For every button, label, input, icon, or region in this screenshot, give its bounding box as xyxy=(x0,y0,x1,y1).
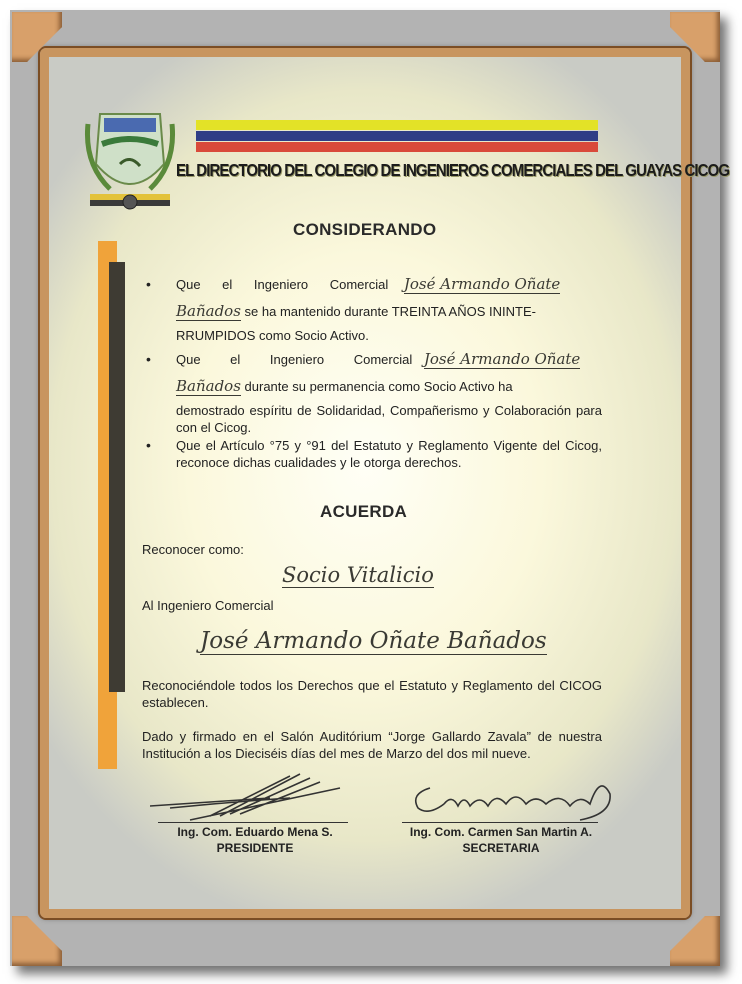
bullet-1-name-part-1: José Armando Oñate xyxy=(403,275,561,293)
bullet-2-line-1 xyxy=(176,351,602,368)
crest-icon xyxy=(80,104,180,214)
bullet-2-text-2: demostrado espíritu de Solidaridad, Compañerismo y Colaboración para con el Cicog. xyxy=(176,403,602,435)
right-signature-line xyxy=(402,822,598,823)
honor-title-wrap xyxy=(282,563,434,587)
al-ingeniero-text: Al Ingeniero Comercial xyxy=(142,598,274,613)
institution-title: EL DIRECTORIO DEL COLEGIO DE INGENIEROS COMERCIALES DEL GUAYAS CICOG xyxy=(176,160,730,180)
full-name-wrap xyxy=(200,628,547,654)
bullet-1-marker: • xyxy=(146,276,151,292)
considerando-heading: CONSIDERANDO xyxy=(293,220,437,239)
bullet-1-text-1: se ha mantenido durante TREINTA AÑOS ININTE- xyxy=(244,304,536,319)
bullet-1-text-2: RRUMPIDOS como Socio Activo. xyxy=(176,328,369,343)
honor-title: Socio Vitalicio xyxy=(282,563,434,587)
bullet-2-marker: • xyxy=(146,351,151,367)
derechos-text: Reconociéndole todos los Derechos que el Estatuto y Reglamento del CICOG establecen. xyxy=(142,678,602,710)
left-signature-line xyxy=(158,822,348,823)
bullet-1-line-2 xyxy=(176,303,602,320)
bullet-1-line-1 xyxy=(176,276,602,293)
bullet-2-name-part-1: José Armando Oñate xyxy=(423,350,581,368)
left-signature-icon xyxy=(150,768,350,828)
bullet-2-name-part-2: Bañados xyxy=(176,377,241,395)
bullet-1-name-part-2: Bañados xyxy=(176,302,241,320)
acuerda-heading: ACUERDA xyxy=(320,502,408,521)
flag-stripe-yellow xyxy=(196,120,598,130)
reconocer-text: Reconocer como: xyxy=(142,542,244,557)
bullet-2-text-1: durante su permanencia como Socio Activo ha xyxy=(244,379,513,394)
bullet-1-prefix: Que el Ingeniero Comercial xyxy=(176,277,389,292)
right-signer-name: Ing. Com. Carmen San Martin A. xyxy=(409,825,593,839)
flag-stripe-red xyxy=(196,142,598,152)
left-signer-role: PRESIDENTE xyxy=(216,841,294,855)
right-signer-role: SECRETARIA xyxy=(462,841,540,855)
bullet-3-text: Que el Artículo °75 y °91 del Estatuto y Reglamento Vigente del Cicog, reconoce dichas cualidades y le otorga derechos. xyxy=(176,438,602,470)
bullet-2-line-2 xyxy=(176,378,602,395)
side-bar-dark xyxy=(109,262,125,692)
bullet-3-marker: • xyxy=(146,437,151,453)
left-signer-name: Ing. Com. Eduardo Mena S. xyxy=(177,825,333,839)
honoree-full-name: José Armando Oñate Bañados xyxy=(200,628,547,654)
bullet-2-prefix: Que el Ingeniero Comercial xyxy=(176,352,413,367)
dado-text: Dado y firmado en el Salón Auditórium “Jorge Gallardo Zavala” de nuestra Institución a los Dieciséis días del mes de Marzo del dos mil nueve. xyxy=(142,729,602,761)
flag-stripe-blue xyxy=(196,131,598,141)
